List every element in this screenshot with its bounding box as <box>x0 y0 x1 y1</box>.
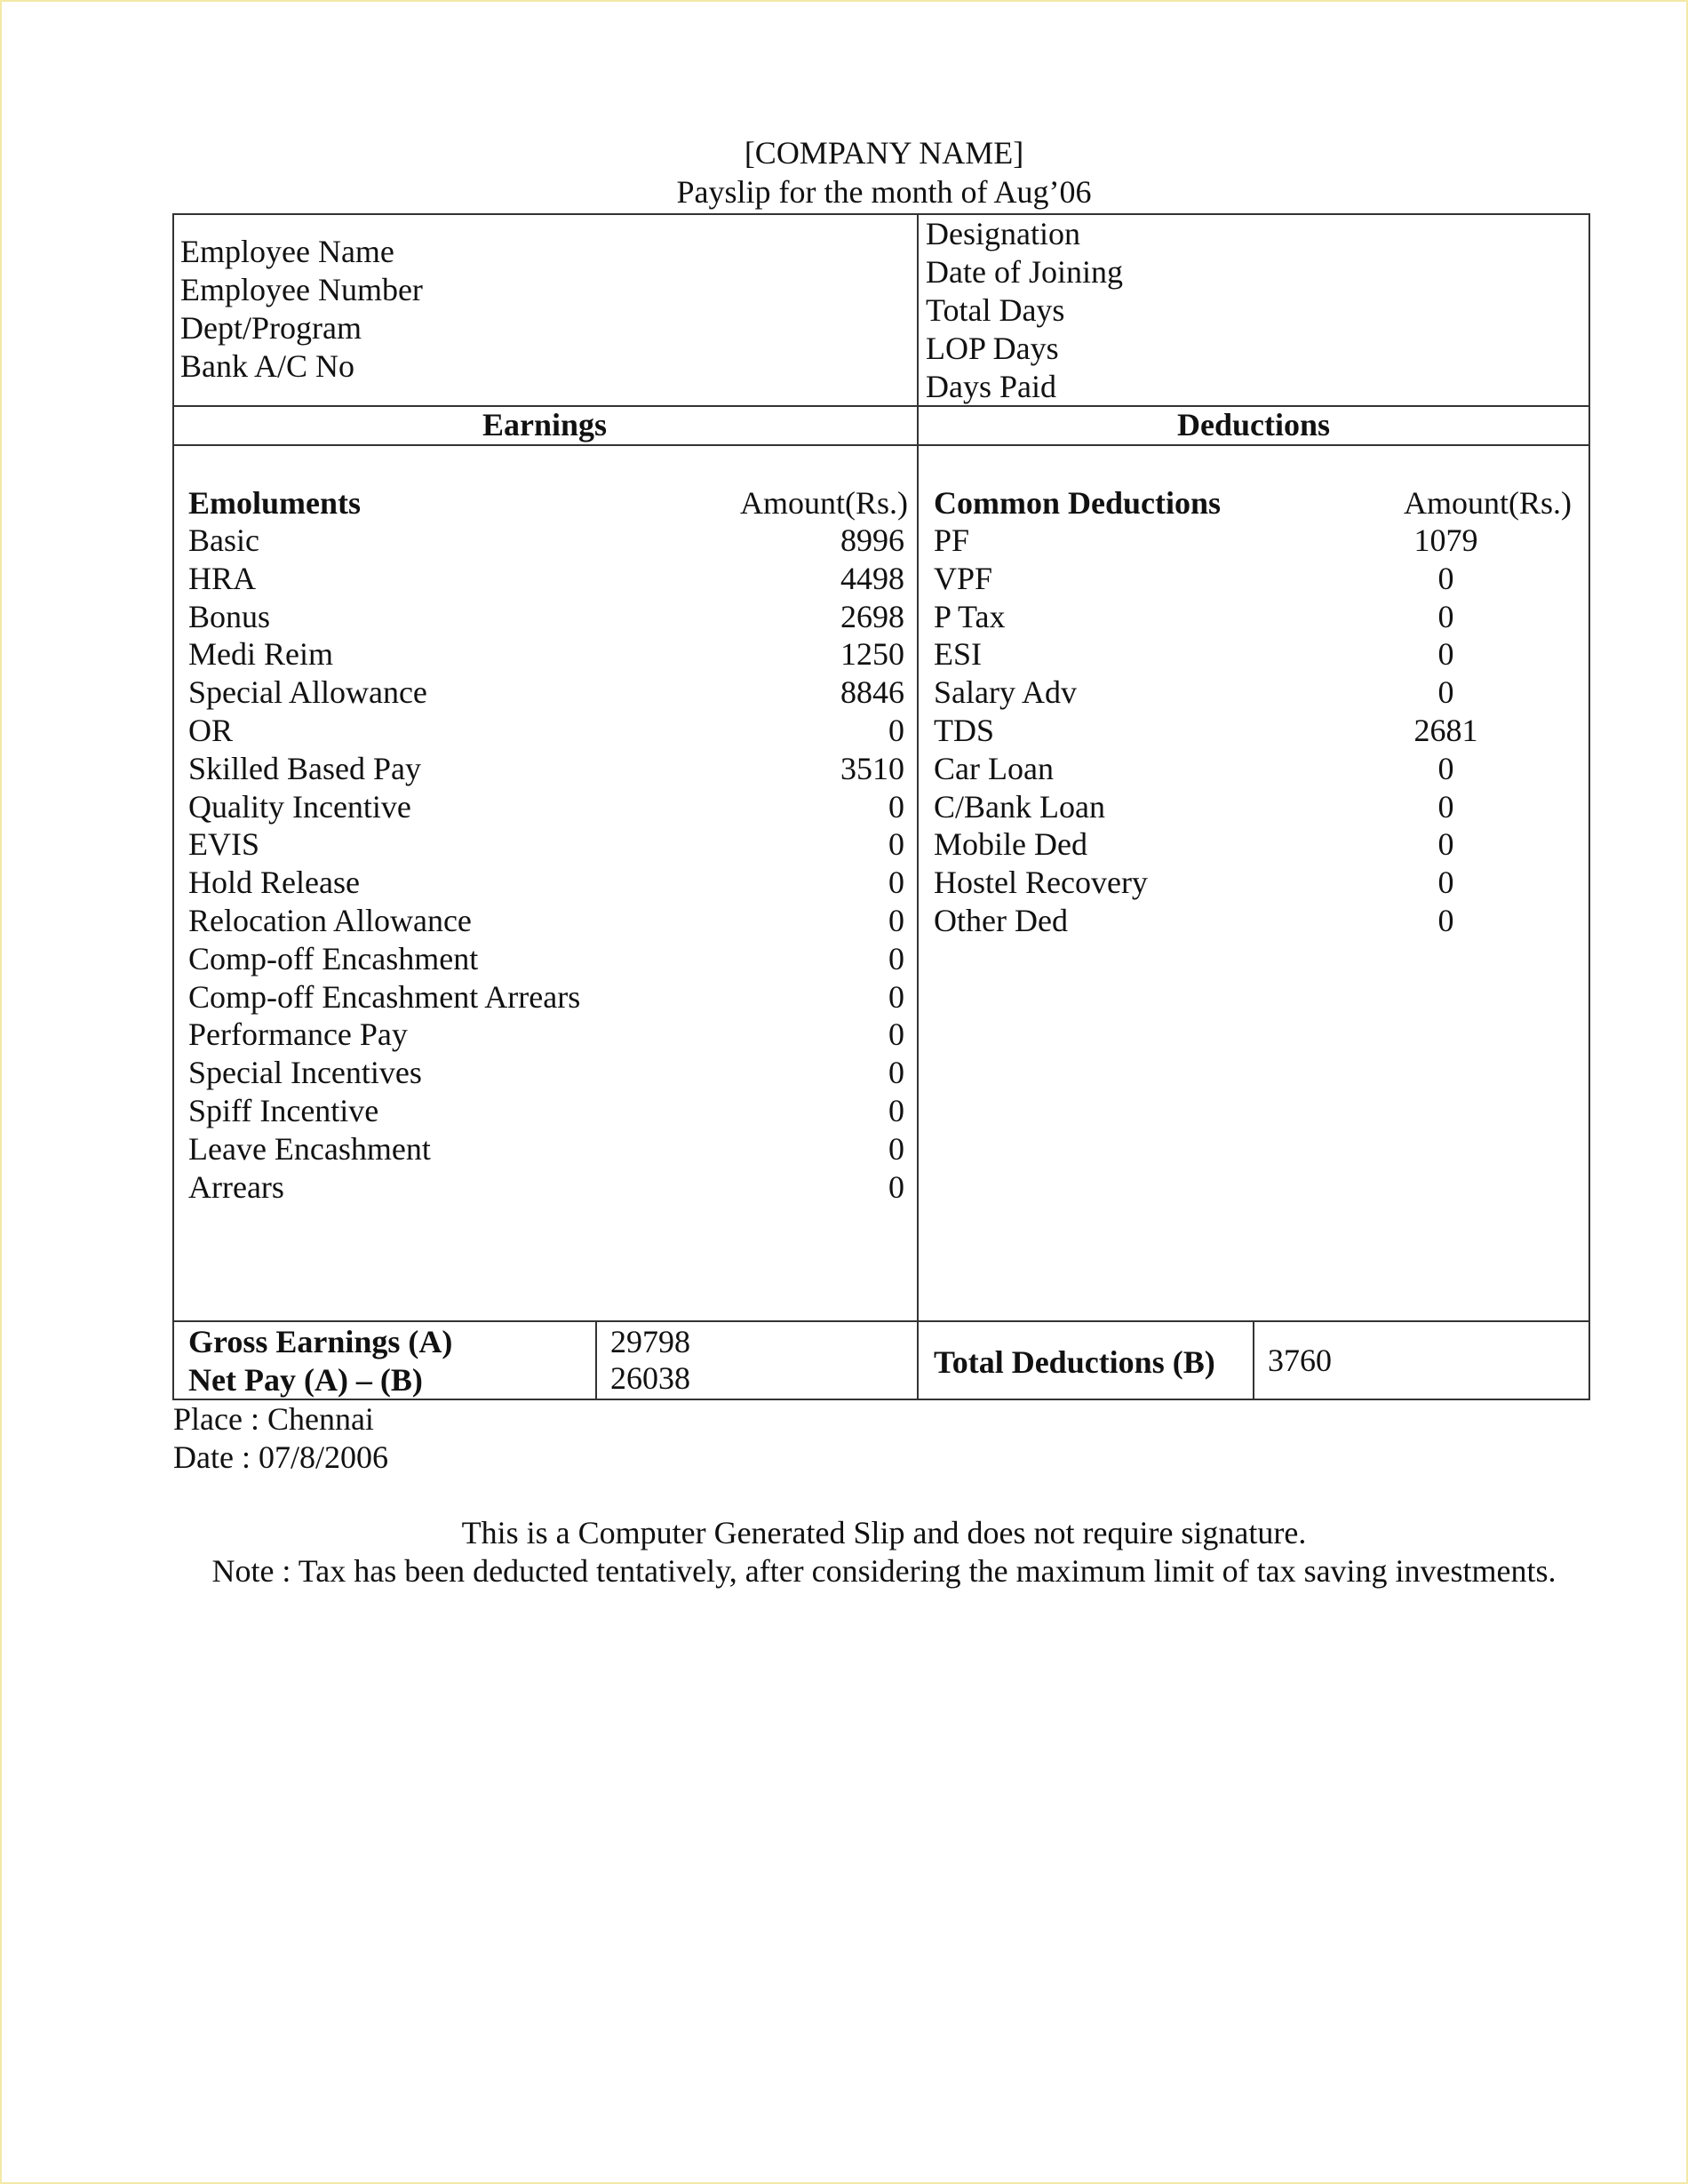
deduction-label: Car Loan <box>934 750 1054 786</box>
emoluments-header: Emoluments <box>188 485 362 521</box>
earning-label: Comp-off Encashment Arrears <box>188 978 581 1015</box>
deduction-label: PF <box>934 522 970 558</box>
earning-amount: 0 <box>888 1092 904 1128</box>
deductions-title: Deductions <box>1176 407 1331 442</box>
deduction-label: TDS <box>934 712 995 748</box>
deduction-amount: 0 <box>1437 750 1454 786</box>
earning-label: Skilled Based Pay <box>188 750 421 786</box>
earning-label: Medi Reim <box>188 636 333 673</box>
earning-amount: 0 <box>888 1168 904 1205</box>
earnings-amount-header: Amount(Rs.) <box>740 485 908 521</box>
earning-label: Basic <box>188 522 259 558</box>
deduction-label: VPF <box>934 560 993 596</box>
deduction-label: Mobile Ded <box>934 826 1087 863</box>
employee-info-right <box>926 215 1123 406</box>
earning-amount: 0 <box>888 902 904 938</box>
earning-label: Spiff Incentive <box>188 1092 379 1128</box>
days-paid-label: Days Paid <box>926 369 1056 404</box>
section-title-divider <box>172 444 1590 446</box>
employee-name-label: Employee Name <box>180 234 394 269</box>
earning-amount: 0 <box>888 788 904 825</box>
deduction-amount: 0 <box>1437 598 1454 634</box>
earning-label: Comp-off Encashment <box>188 940 479 976</box>
bank-account-label: Bank A/C No <box>180 348 355 384</box>
deduction-amount: 0 <box>1437 826 1454 863</box>
earning-amount: 0 <box>888 1016 904 1053</box>
deduction-amount: 0 <box>1437 865 1454 901</box>
earning-label: Bonus <box>188 598 271 634</box>
earning-label: OR <box>188 712 234 748</box>
earning-label: EVIS <box>188 826 259 863</box>
deduction-label: Other Ded <box>934 902 1068 938</box>
earning-amount: 0 <box>888 978 904 1015</box>
deduction-amount: 2681 <box>1413 712 1478 748</box>
total-ded-value-divider <box>1253 1320 1254 1400</box>
total-deductions-label: Total Deductions (B) <box>934 1344 1215 1380</box>
earnings-labels <box>188 522 580 1206</box>
earning-amount: 8996 <box>840 522 904 558</box>
earning-amount: 8846 <box>840 674 904 711</box>
earning-amount: 4498 <box>840 560 904 596</box>
tax-note: Note : Tax has been deducted tentatively, after considering the maximum limit of tax saving investments. <box>211 1553 1557 1589</box>
earning-label: Leave Encashment <box>188 1130 431 1167</box>
deductions-amount-header: Amount(Rs.) <box>1404 485 1572 521</box>
deduction-amount: 0 <box>1437 674 1454 711</box>
computer-generated-note: This is a Computer Generated Slip and does not require signature. <box>461 1515 1307 1550</box>
earning-label: Special Incentives <box>188 1055 422 1091</box>
earnings-title: Earnings <box>482 407 608 442</box>
earning-amount: 0 <box>888 1130 904 1167</box>
designation-label: Designation <box>926 216 1080 251</box>
earning-label: Performance Pay <box>188 1016 408 1053</box>
deduction-label: ESI <box>934 636 982 673</box>
earning-label: HRA <box>188 560 257 596</box>
earning-amount: 0 <box>888 940 904 976</box>
deduction-amount: 1079 <box>1413 522 1478 558</box>
total-days-label: Total Days <box>926 292 1065 328</box>
date-line: Date : 07/8/2006 <box>173 1439 388 1475</box>
info-divider <box>917 213 919 407</box>
earnings-amounts <box>782 522 904 1206</box>
deduction-label: C/Bank Loan <box>934 788 1105 825</box>
earning-amount: 0 <box>888 826 904 863</box>
deductions-labels <box>934 522 1148 940</box>
deductions-amounts <box>1386 522 1506 940</box>
net-pay-value: 26038 <box>610 1360 690 1396</box>
earning-amount: 1250 <box>840 636 904 673</box>
earning-amount: 0 <box>888 1055 904 1091</box>
deduction-amount: 0 <box>1437 636 1454 673</box>
earning-amount: 2698 <box>840 598 904 634</box>
lop-days-label: LOP Days <box>926 331 1059 366</box>
common-deductions-header: Common Deductions <box>934 485 1222 521</box>
payslip-month: Payslip for the month of Aug’06 <box>676 174 1092 210</box>
deduction-label: Salary Adv <box>934 674 1077 711</box>
deduction-label: Hostel Recovery <box>934 865 1148 901</box>
gross-earnings-value: 29798 <box>610 1324 690 1359</box>
earning-amount: 0 <box>888 865 904 901</box>
gross-earnings-label: Gross Earnings (A) <box>188 1324 453 1359</box>
deduction-amount: 0 <box>1437 788 1454 825</box>
earning-amount: 3510 <box>840 750 904 786</box>
total-deductions-value: 3760 <box>1268 1343 1332 1378</box>
net-pay-label: Net Pay (A) – (B) <box>188 1362 423 1398</box>
company-name: [COMPANY NAME] <box>744 135 1024 171</box>
earning-label: Quality Incentive <box>188 788 411 825</box>
place-line: Place : Chennai <box>173 1401 374 1437</box>
earning-label: Relocation Allowance <box>188 902 472 938</box>
earning-label: Hold Release <box>188 865 360 901</box>
earning-amount: 0 <box>888 712 904 748</box>
deduction-amount: 0 <box>1437 560 1454 596</box>
date-of-joining-label: Date of Joining <box>926 254 1123 290</box>
column-divider <box>917 405 919 1400</box>
deduction-label: P Tax <box>934 598 1006 634</box>
employee-info-left <box>180 233 423 386</box>
gross-value-divider <box>595 1320 597 1400</box>
deduction-amount: 0 <box>1437 902 1454 938</box>
employee-number-label: Employee Number <box>180 272 423 307</box>
dept-program-label: Dept/Program <box>180 310 362 346</box>
earning-label: Special Allowance <box>188 674 427 711</box>
earning-label: Arrears <box>188 1168 284 1205</box>
